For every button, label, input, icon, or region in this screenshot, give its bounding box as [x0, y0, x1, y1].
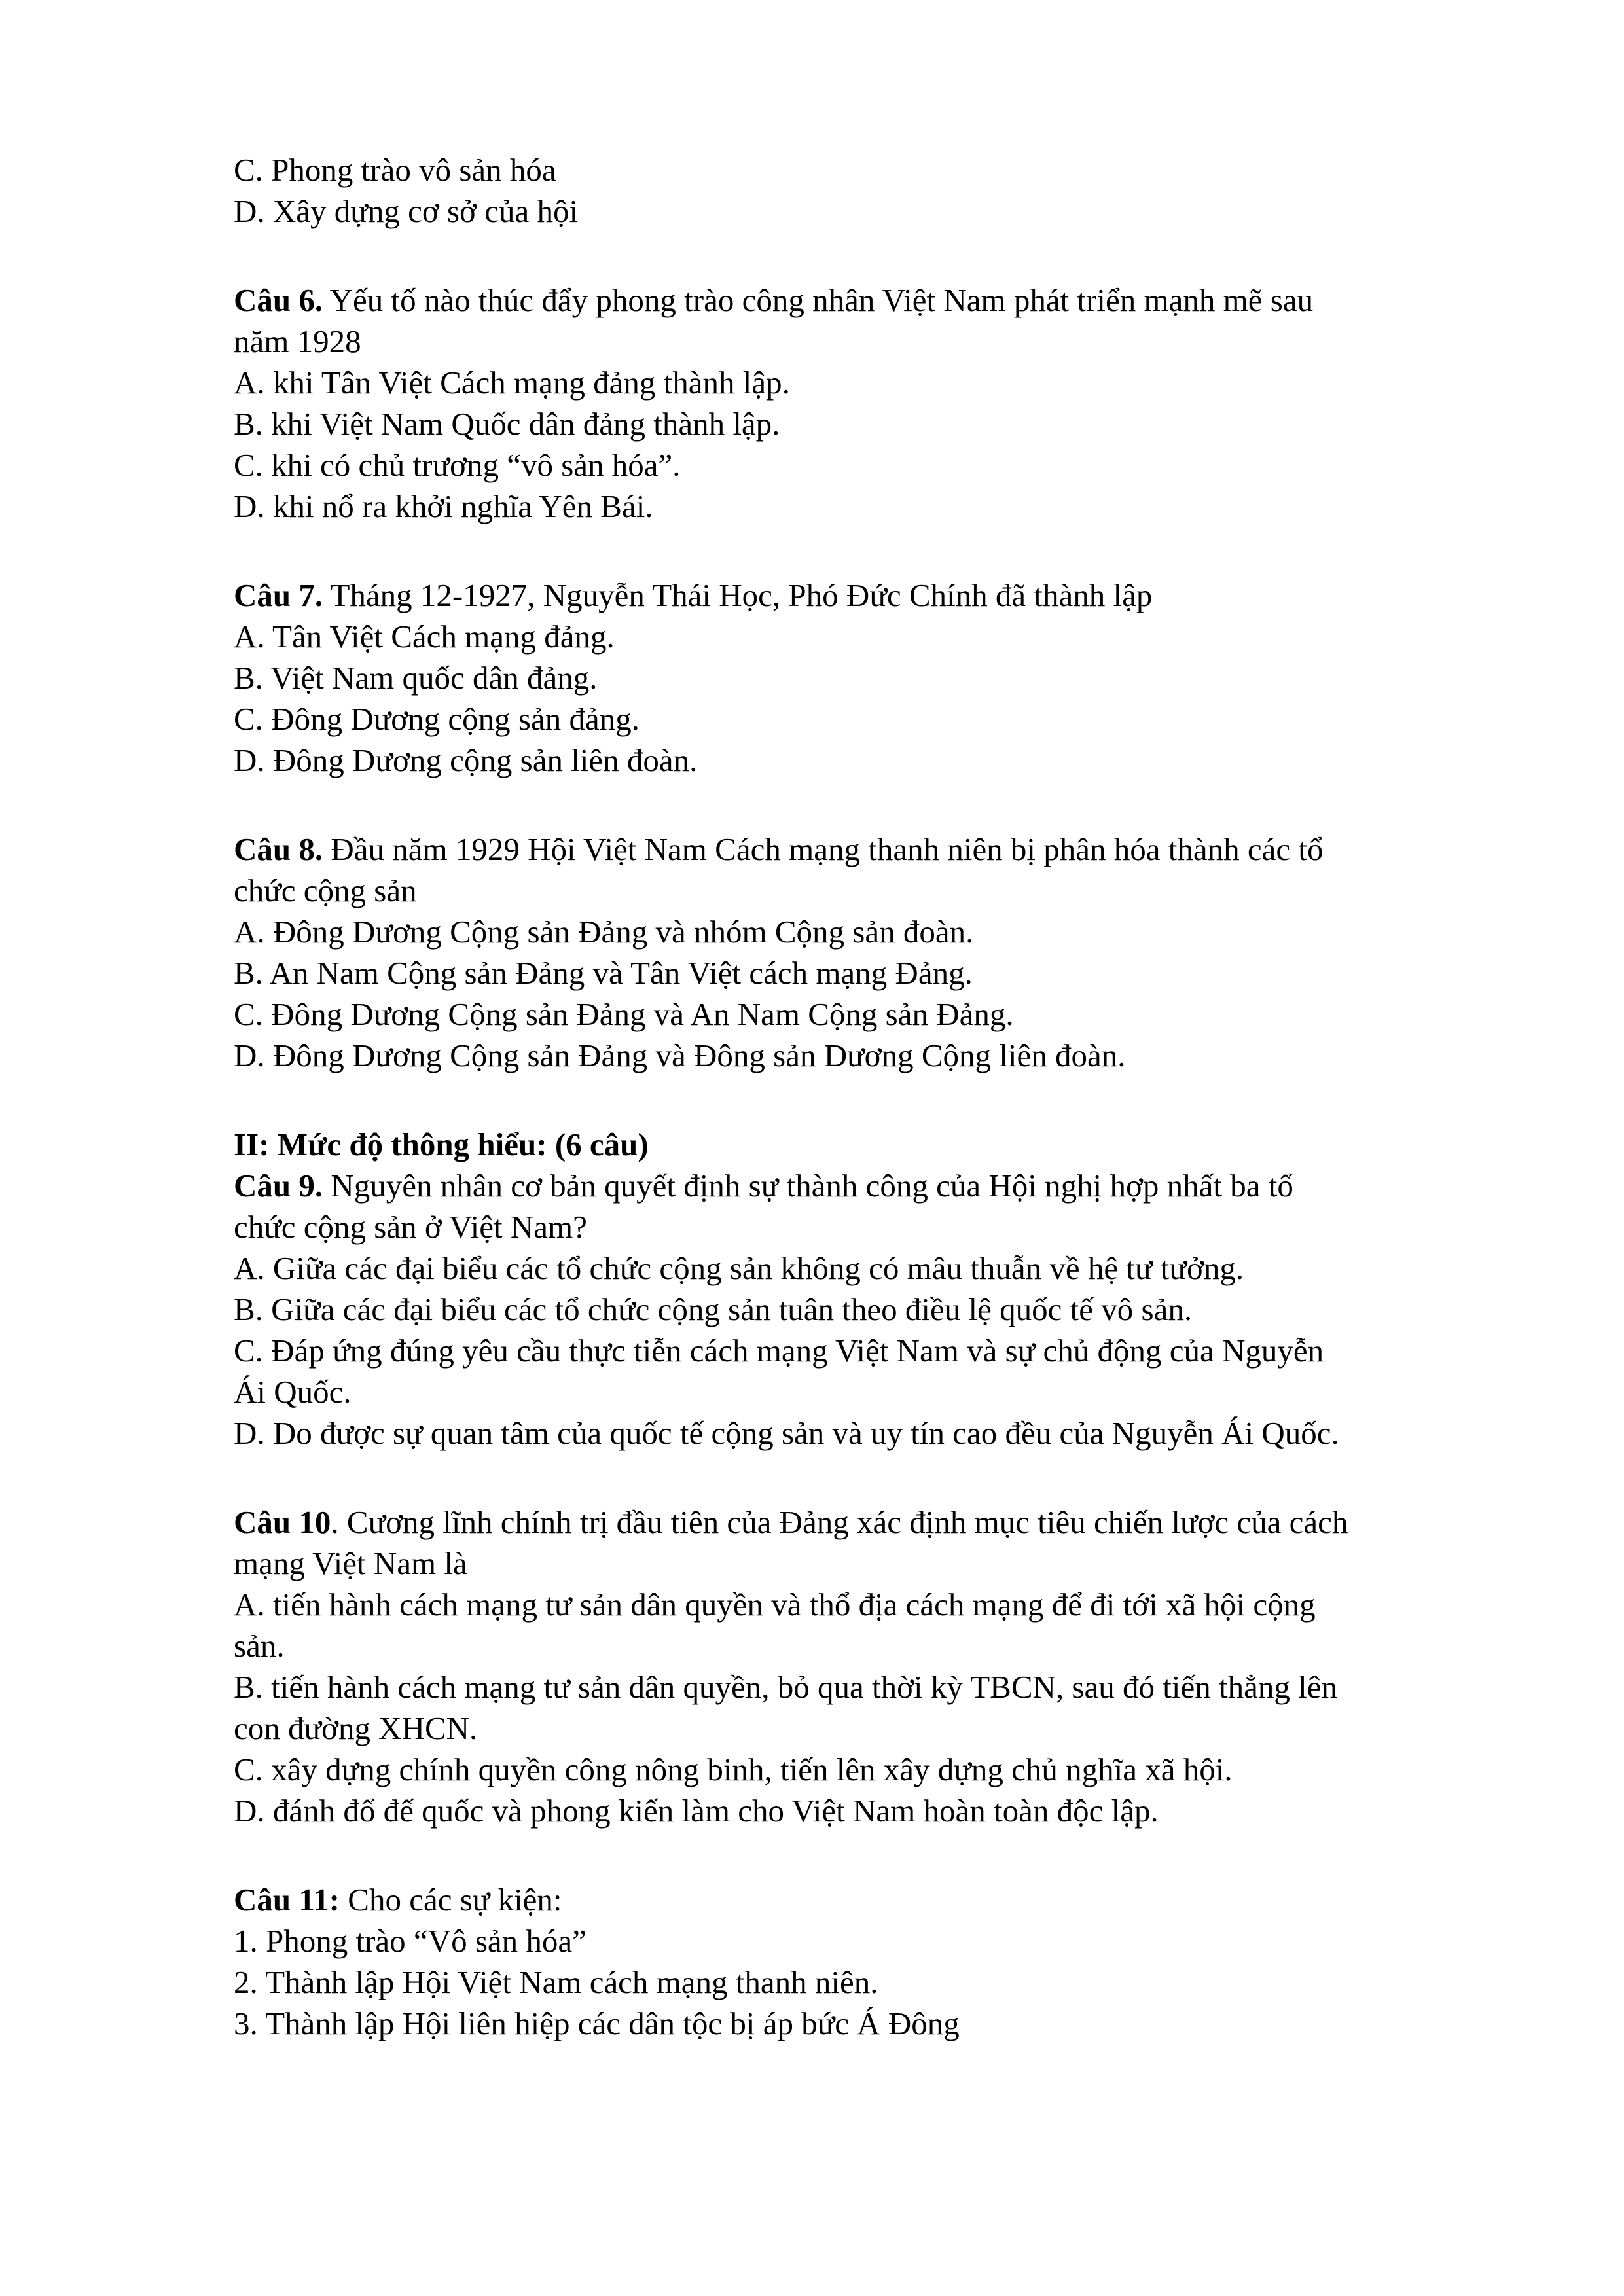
option-c: C. Đáp ứng đúng yêu cầu thực tiễn cách mạng Việt Nam và sự chủ động của Nguyễn — [234, 1333, 1324, 1369]
question-text: Đầu năm 1929 Hội Việt Nam Cách mạng thanh niên bị phân hóa thành các tổ — [323, 831, 1324, 867]
question-stem — [234, 829, 1473, 870]
option-a-continued: sản. — [234, 1628, 285, 1664]
event-item-3: 3. Thành lập Hội liên hiệp các dân tộc bị áp bức Á Đông — [234, 2005, 960, 2041]
option-b: B. An Nam Cộng sản Đảng và Tân Việt cách mạng Đảng. — [234, 955, 973, 991]
document-page — [234, 149, 1473, 2044]
question-7 — [234, 575, 1473, 781]
option-d: D. Đông Dương cộng sản liên đoàn. — [234, 742, 698, 778]
event-item-1: 1. Phong trào “Vô sản hóa” — [234, 1923, 586, 1959]
question-8 — [234, 829, 1473, 1076]
question-text: Yếu tố nào thúc đẩy phong trào công nhân Việt Nam phát triển mạnh mẽ sau — [323, 282, 1314, 318]
option-b: B. Việt Nam quốc dân đảng. — [234, 660, 598, 696]
option-c: C. Đông Dương cộng sản đảng. — [234, 701, 640, 737]
option-c: C. Đông Dương Cộng sản Đảng và An Nam Cộng sản Đảng. — [234, 996, 1014, 1032]
question-10 — [234, 1501, 1473, 1831]
question-text-continued: năm 1928 — [234, 323, 361, 359]
option-b-continued: con đường XHCN. — [234, 1710, 478, 1746]
question-9 — [234, 1165, 1473, 1454]
option-a: A. Tân Việt Cách mạng đảng. — [234, 619, 615, 655]
question-text-continued: mạng Việt Nam là — [234, 1545, 467, 1581]
option-a: A. Giữa các đại biểu các tổ chức cộng sản không có mâu thuẫn về hệ tư tưởng. — [234, 1250, 1244, 1286]
question-6 — [234, 279, 1473, 527]
option-c-continued: Ái Quốc. — [234, 1374, 352, 1410]
option-b: B. Giữa các đại biểu các tổ chức cộng sản tuân theo điều lệ quốc tế vô sản. — [234, 1291, 1193, 1327]
option-d: D. Do được sự quan tâm của quốc tế cộng sản và uy tín cao đều của Nguyễn Ái Quốc. — [234, 1415, 1339, 1451]
option-c: C. xây dựng chính quyền công nông binh, tiến lên xây dựng chủ nghĩa xã hội. — [234, 1751, 1233, 1787]
option-d: D. Đông Dương Cộng sản Đảng và Đông sản Dương Cộng liên đoàn. — [234, 1037, 1126, 1073]
question-label: Câu 10 — [234, 1504, 331, 1540]
question-text: . Cương lĩnh chính trị đầu tiên của Đảng xác định mục tiêu chiến lược của cách — [331, 1504, 1348, 1540]
question-stem — [234, 279, 1473, 321]
question-text-continued: chức cộng sản — [234, 872, 417, 908]
option-a: A. tiến hành cách mạng tư sản dân quyền và thổ địa cách mạng để đi tới xã hội cộng — [234, 1587, 1316, 1623]
option-a: A. Đông Dương Cộng sản Đảng và nhóm Cộng sản đoàn. — [234, 914, 974, 950]
question-text: Cho các sự kiện: — [340, 1882, 562, 1918]
option-b: B. khi Việt Nam Quốc dân đảng thành lập. — [234, 406, 780, 442]
option-c: C. Phong trào vô sản hóa — [234, 152, 556, 188]
question-label: Câu 9. — [234, 1168, 323, 1204]
question-11 — [234, 1879, 1473, 2044]
question-label: Câu 6. — [234, 282, 323, 318]
question-label: Câu 8. — [234, 831, 323, 867]
option-a: A. khi Tân Việt Cách mạng đảng thành lập. — [234, 365, 790, 401]
question-stem — [234, 1879, 1473, 1920]
question-text: Tháng 12-1927, Nguyễn Thái Học, Phó Đức Chính đã thành lập — [323, 577, 1153, 613]
question-text: Nguyên nhân cơ bản quyết định sự thành công của Hội nghị hợp nhất ba tổ — [323, 1168, 1293, 1204]
section-title: II: Mức độ thông hiểu: (6 câu) — [234, 1126, 649, 1162]
option-c: C. khi có chủ trương “vô sản hóa”. — [234, 447, 681, 483]
option-d: D. khi nổ ra khởi nghĩa Yên Bái. — [234, 488, 653, 524]
event-item-2: 2. Thành lập Hội Việt Nam cách mạng thanh niên. — [234, 1964, 878, 2000]
question-5-continuation — [234, 149, 1473, 232]
question-stem — [234, 1165, 1473, 1206]
option-b: B. tiến hành cách mạng tư sản dân quyền, bỏ qua thời kỳ TBCN, sau đó tiến thẳng lên — [234, 1669, 1337, 1705]
question-label: Câu 11: — [234, 1882, 340, 1918]
question-text-continued: chức cộng sản ở Việt Nam? — [234, 1209, 587, 1245]
question-stem — [234, 1501, 1473, 1543]
question-stem — [234, 575, 1473, 616]
option-d: D. Xây dựng cơ sở của hội — [234, 193, 579, 229]
question-label: Câu 7. — [234, 577, 323, 613]
option-d: D. đánh đổ đế quốc và phong kiến làm cho Việt Nam hoàn toàn độc lập. — [234, 1793, 1159, 1829]
